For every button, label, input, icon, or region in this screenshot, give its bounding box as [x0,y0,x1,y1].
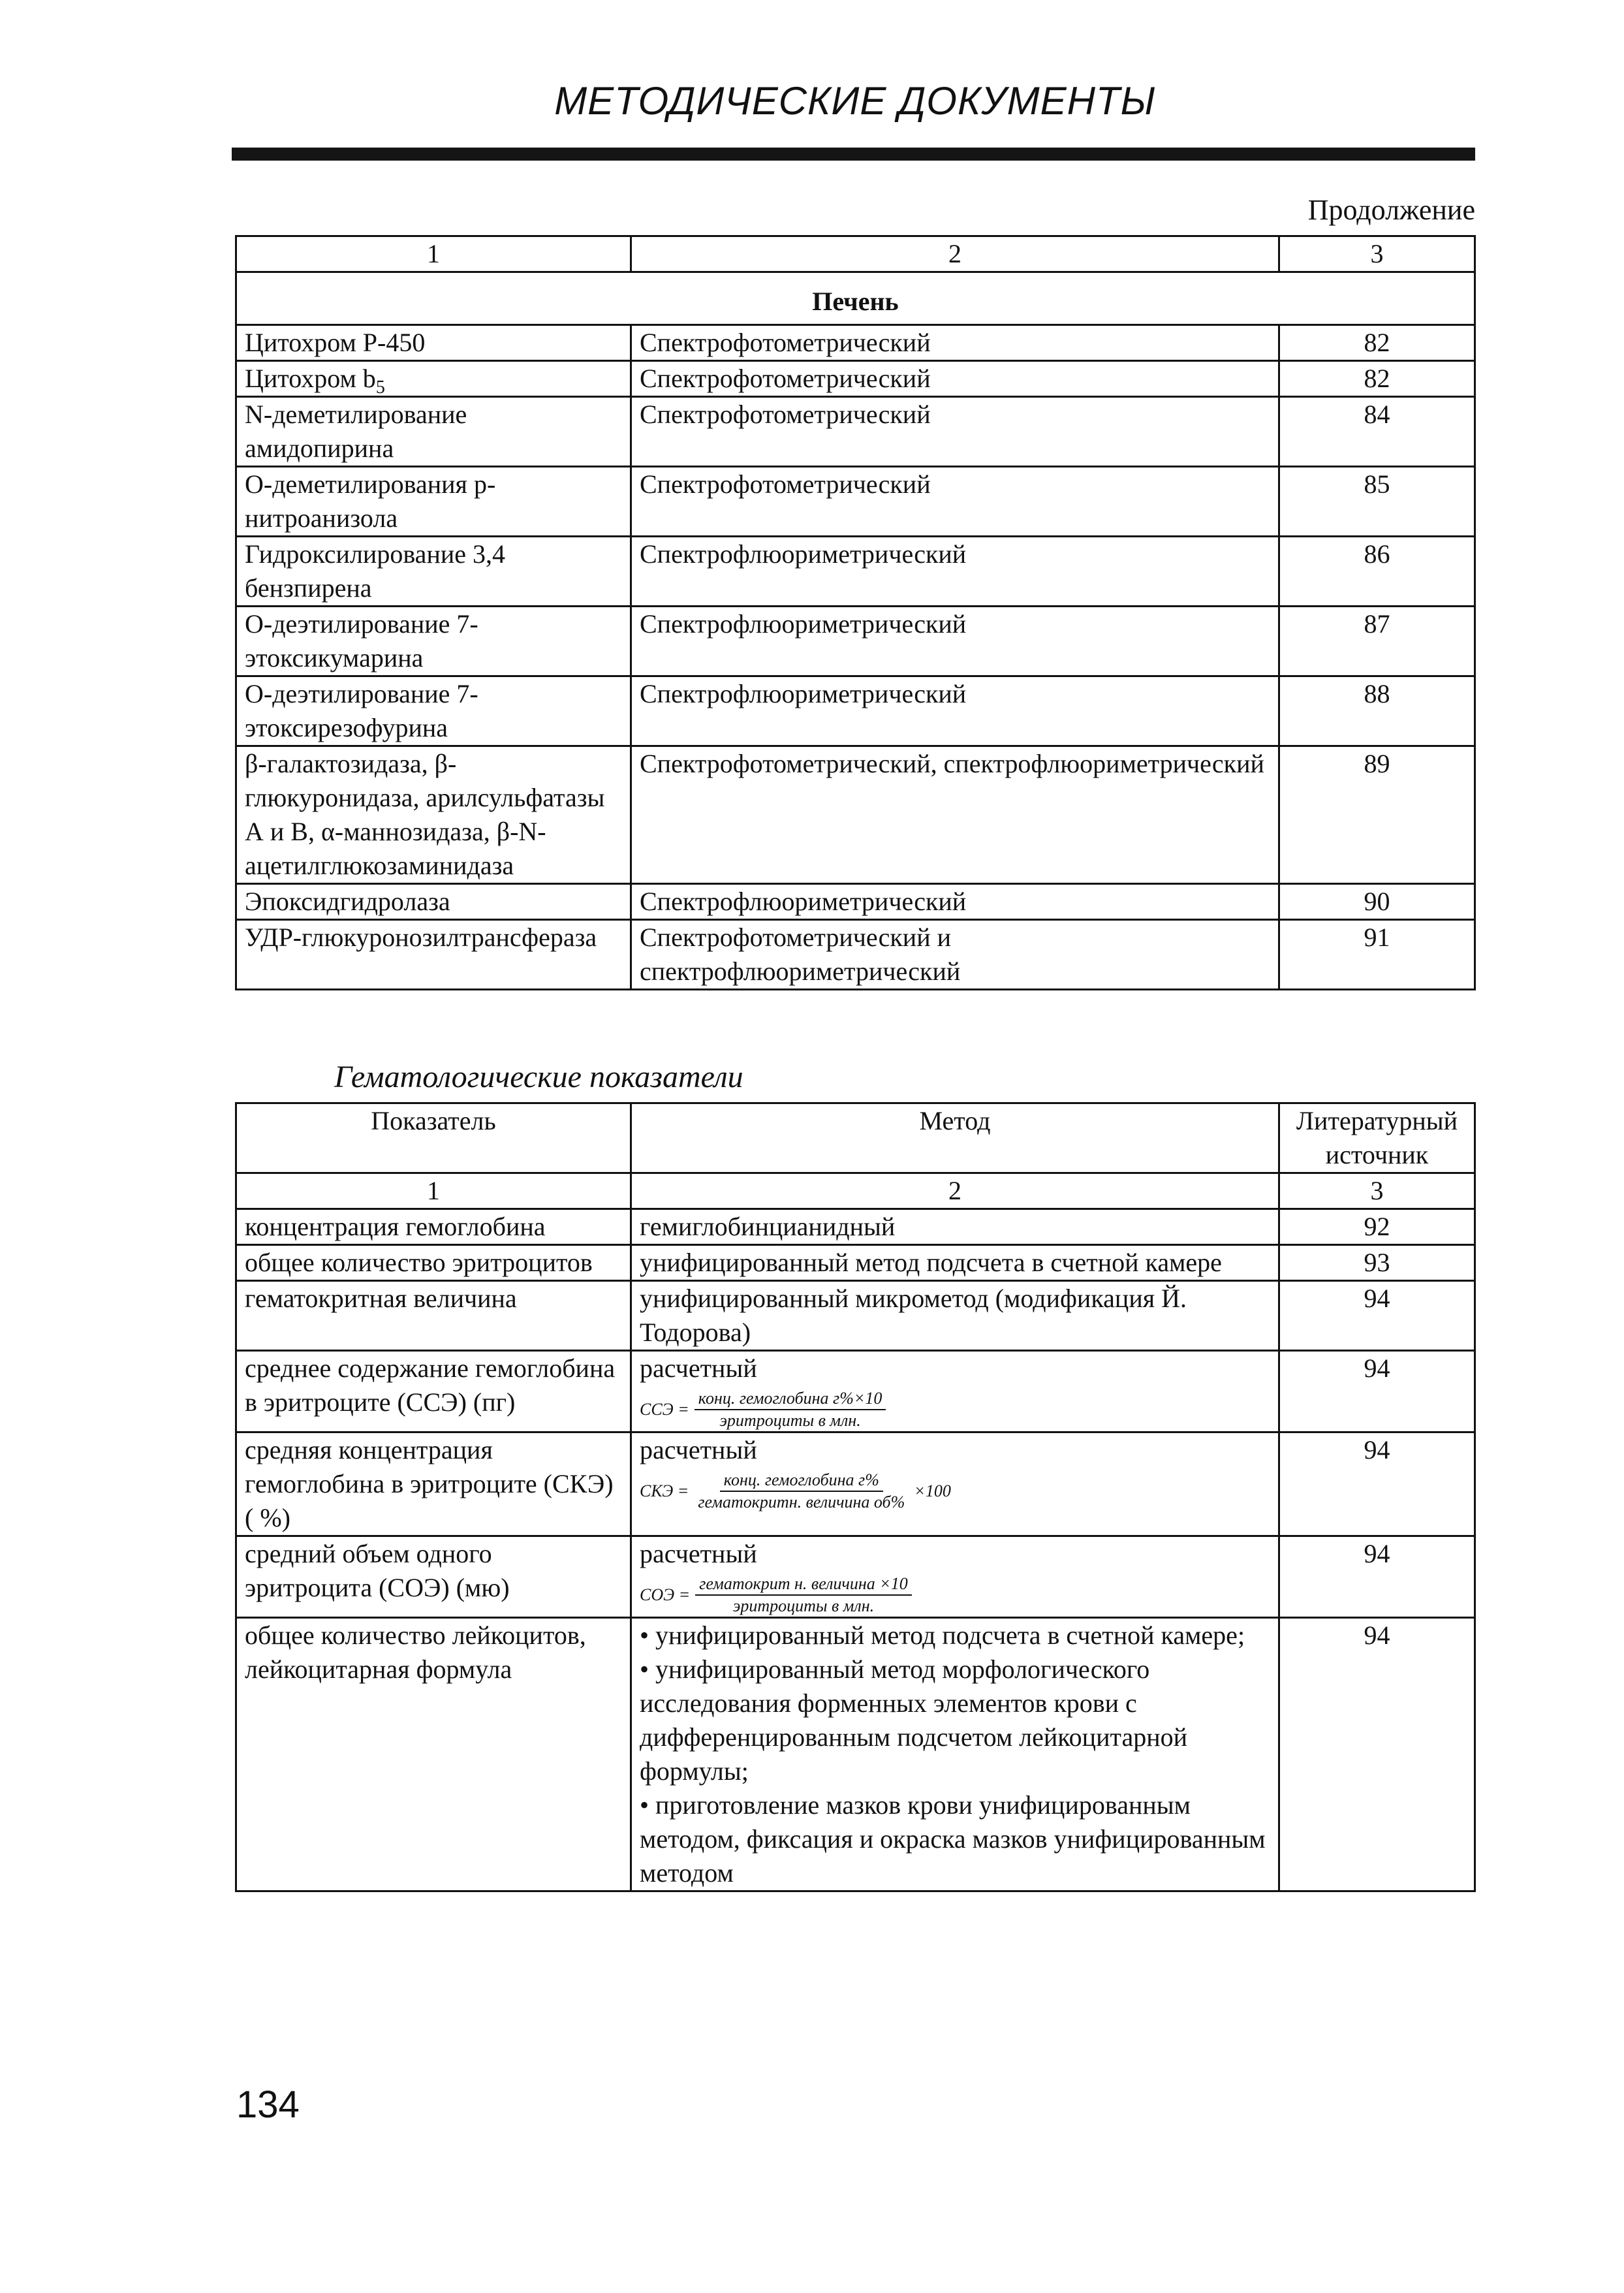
table-row [236,1281,1475,1351]
method-cell: Спектрофотометрический [631,361,1279,397]
formula-fraction [694,1470,909,1513]
formula [640,1573,917,1617]
formula-fraction [695,1573,912,1617]
formula-denominator: гематокритн. величина об% [698,1493,905,1511]
formula-tail: ×100 [914,1481,951,1500]
reference-cell: 82 [1279,325,1475,361]
indicator-cell: Эпоксидгидролаза [236,884,631,920]
hematology-table [235,1102,1476,1892]
indicator-text: Цитохром b [245,364,376,393]
method-cell: Спектрофлюориметрический [631,676,1279,746]
reference-cell: 94 [1279,1618,1475,1891]
indicator-cell: β-галактозидаза, β-глюкуронидаза, арилсульфатазы А и В, α-маннозидаза, β-N-ацетилглюкозаминидаза [236,746,631,884]
table-row [236,676,1475,746]
method-text: расчетный [640,1353,757,1383]
indicator-cell: общее количество лейкоцитов, лейкоцитарная формула [236,1618,631,1891]
method-bullet: • унифицированный метод морфологического исследования форменных элементов крови с дифференцированным подсчетом лейкоцитарной формулы; [640,1654,1188,1786]
method-cell: Спектрофлюориметрический [631,537,1279,607]
column-number-row [236,236,1475,272]
column-number-row [236,1173,1475,1209]
header-rule [232,148,1475,161]
reference-cell: 94 [1279,1536,1475,1618]
method-cell: гемиглобинцианидный [631,1209,1279,1245]
indicator-cell: О-деэтилирование 7-этоксирезофурина [236,676,631,746]
reference-cell: 94 [1279,1351,1475,1432]
method-cell: Спектрофотометрический и спектрофлюориметрический [631,920,1279,990]
method-cell: Спектрофотометрический, спектрофлюориметрический [631,746,1279,884]
reference-cell: 85 [1279,467,1475,537]
table-row [236,1432,1475,1536]
indicator-cell: средняя концентрация гемоглобина в эритроците (СКЭ) ( %) [236,1432,631,1536]
column-header: Метод [631,1103,1279,1173]
indicator-cell [236,361,631,397]
indicator-cell: О-деметилирования р-нитроанизола [236,467,631,537]
reference-cell: 94 [1279,1281,1475,1351]
reference-cell: 84 [1279,397,1475,467]
indicator-cell: N-деметилирование амидопирина [236,397,631,467]
table-row [236,920,1475,990]
reference-cell: 88 [1279,676,1475,746]
formula-lhs: СОЭ = [640,1585,691,1604]
method-bullet: • приготовление мазков крови унифицированным методом, фиксация и окраска мазков унифицированным методом [640,1790,1266,1888]
method-cell: Спектрофотометрический [631,325,1279,361]
liver-table [235,235,1476,990]
reference-cell: 90 [1279,884,1475,920]
section-row [236,272,1475,325]
table-row [236,884,1475,920]
indicator-cell: Цитохром Р-450 [236,325,631,361]
reference-cell: 91 [1279,920,1475,990]
method-text: расчетный [640,1539,757,1568]
header-row [236,1103,1475,1173]
column-number: 2 [631,236,1279,272]
formula [640,1388,891,1431]
table-row [236,537,1475,607]
method-text: расчетный [640,1435,757,1464]
method-cell: Спектрофлюориметрический [631,884,1279,920]
continuation-label: Продолжение [1307,194,1475,226]
indicator-subscript: 5 [375,377,385,398]
table-row [236,1245,1475,1281]
column-number: 2 [631,1173,1279,1209]
column-header: Показатель [236,1103,631,1173]
formula-numerator: конц. гемоглобина г%×10 [695,1388,886,1410]
method-cell: унифицированный метод подсчета в счетной камере [631,1245,1279,1281]
method-cell: Спектрофлюориметрический [631,607,1279,676]
method-cell [631,1618,1279,1891]
column-header: Литературный источник [1279,1103,1475,1173]
reference-cell: 92 [1279,1209,1475,1245]
indicator-cell: общее количество эритроцитов [236,1245,631,1281]
formula [640,1470,951,1513]
table-row [236,1618,1475,1891]
formula-lhs: СКЭ = [640,1481,689,1500]
table-row [236,607,1475,676]
formula-lhs: ССЭ = [640,1400,689,1419]
indicator-cell: гематокритная величина [236,1281,631,1351]
method-cell: Спектрофотометрический [631,397,1279,467]
table-row [236,325,1475,361]
method-bullet: • унифицированный метод подсчета в счетной камере; [640,1621,1245,1650]
table-row [236,467,1475,537]
reference-cell: 87 [1279,607,1475,676]
column-number: 1 [236,1173,631,1209]
indicator-cell: среднее содержание гемоглобина в эритроците (ССЭ) (пг) [236,1351,631,1432]
formula-denominator: эритроциты в млн. [732,1596,875,1615]
method-cell [631,1536,1279,1618]
reference-cell: 89 [1279,746,1475,884]
column-number: 3 [1279,1173,1475,1209]
indicator-cell: УДР-глюкуронозилтрансфераза [236,920,631,990]
method-cell: унифицированный микрометод (модификация Й. Тодорова) [631,1281,1279,1351]
indicator-cell: Гидроксилирование 3,4 бензпирена [236,537,631,607]
table-row [236,1536,1475,1618]
formula-fraction [695,1388,886,1431]
table-row [236,1209,1475,1245]
hematology-subtitle: Гематологические показатели [334,1060,743,1094]
formula-denominator: эритроциты в млн. [719,1411,861,1430]
column-number: 3 [1279,236,1475,272]
table-row [236,361,1475,397]
column-number: 1 [236,236,631,272]
indicator-cell: О-деэтилирование 7-этоксикумарина [236,607,631,676]
section-title: Печень [236,272,1475,325]
method-cell [631,1351,1279,1432]
formula-numerator: конц. гемоглобина г% [720,1470,883,1492]
indicator-cell: концентрация гемоглобина [236,1209,631,1245]
table-row [236,746,1475,884]
reference-cell: 82 [1279,361,1475,397]
page-header-title: МЕТОДИЧЕСКИЕ ДОКУМЕНТЫ [554,79,1156,123]
indicator-cell: средний объем одного эритроцита (СОЭ) (мю) [236,1536,631,1618]
formula-numerator: гематокрит н. величина ×10 [695,1573,912,1596]
table-row [236,1351,1475,1432]
page-number: 134 [236,2083,300,2126]
reference-cell: 94 [1279,1432,1475,1536]
reference-cell: 86 [1279,537,1475,607]
reference-cell: 93 [1279,1245,1475,1281]
method-cell: Спектрофотометрический [631,467,1279,537]
table-row [236,397,1475,467]
method-cell [631,1432,1279,1536]
